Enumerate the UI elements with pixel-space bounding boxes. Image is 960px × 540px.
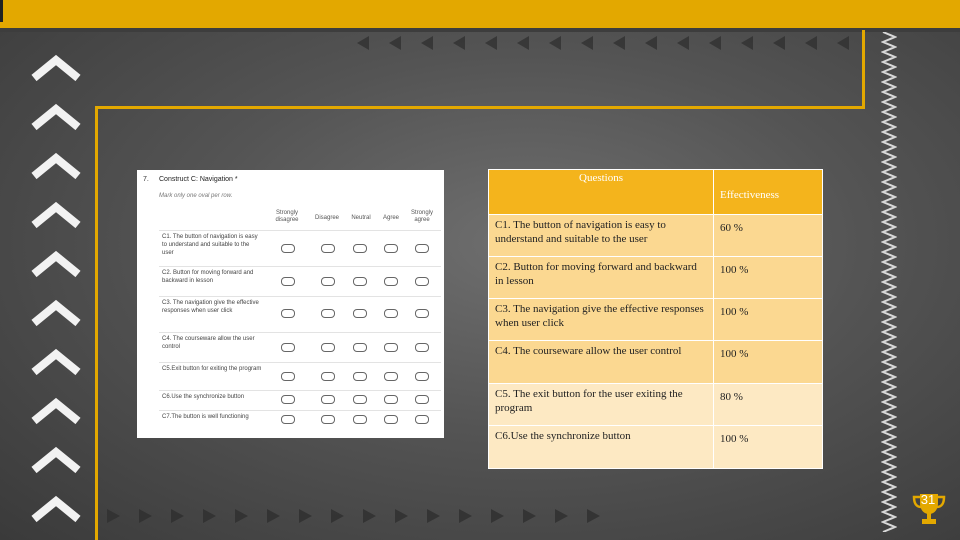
survey-form-image — [137, 170, 444, 438]
radio-option[interactable] — [321, 395, 335, 404]
table-row — [489, 426, 823, 469]
radio-option[interactable] — [281, 309, 295, 318]
question-cell: C4. The courseware allow the user control — [489, 341, 714, 384]
table-row — [489, 341, 823, 384]
column-header: Disagree — [314, 215, 339, 221]
survey-row-label: C2. Button for moving forward and backward in lesson — [162, 270, 254, 284]
table-row — [489, 257, 823, 299]
triangle-row-bottom — [105, 505, 605, 527]
radio-option[interactable] — [415, 277, 429, 286]
page-number: 31 — [920, 492, 936, 507]
radio-option[interactable] — [353, 343, 367, 352]
effectiveness-table — [488, 169, 823, 469]
top-left-tick — [0, 0, 3, 22]
column-header: Neutral — [351, 215, 371, 221]
survey-row-label: C5.Exit button for exiting the program — [162, 366, 262, 372]
effectiveness-cell: 60 % — [714, 215, 823, 257]
radio-option[interactable] — [321, 309, 335, 318]
chevron-up-icon — [28, 148, 84, 197]
table-row — [489, 215, 823, 257]
radio-option[interactable] — [415, 244, 429, 253]
frame-line-horizontal — [95, 106, 865, 109]
effectiveness-cell: 100 % — [714, 257, 823, 299]
triangle-row-top — [355, 33, 860, 53]
chevron-up-icon — [28, 246, 84, 295]
survey-row — [159, 410, 441, 433]
chevron-up-icon — [28, 295, 84, 344]
radio-option[interactable] — [353, 372, 367, 381]
radio-option[interactable] — [321, 244, 335, 253]
radio-option[interactable] — [321, 343, 335, 352]
radio-option[interactable] — [353, 415, 367, 424]
table-row — [489, 384, 823, 426]
question-hint: Mark only one oval per row. — [159, 193, 233, 199]
radio-option[interactable] — [415, 309, 429, 318]
survey-row-label: C6.Use the synchronize button — [162, 394, 245, 400]
survey-row — [159, 332, 441, 361]
radio-option[interactable] — [415, 415, 429, 424]
radio-option[interactable] — [415, 395, 429, 404]
questions-header: Questions — [489, 170, 714, 215]
survey-row — [159, 296, 441, 331]
radio-option[interactable] — [384, 415, 398, 424]
question-cell: C6.Use the synchronize button — [489, 426, 714, 469]
chevron-up-icon — [28, 50, 84, 99]
radio-option[interactable] — [384, 395, 398, 404]
frame-line-vertical-right — [862, 30, 865, 109]
survey-row — [159, 230, 441, 265]
left-chevron-column — [28, 50, 84, 540]
radio-option[interactable] — [415, 343, 429, 352]
radio-option[interactable] — [384, 372, 398, 381]
radio-option[interactable] — [415, 372, 429, 381]
radio-option[interactable] — [281, 343, 295, 352]
survey-row — [159, 390, 441, 409]
column-header: Strongly disagree — [275, 210, 299, 223]
radio-option[interactable] — [384, 343, 398, 352]
chevron-up-icon — [28, 491, 84, 540]
radio-option[interactable] — [281, 395, 295, 404]
radio-option[interactable] — [384, 309, 398, 318]
column-header: Strongly agree — [410, 210, 433, 223]
effectiveness-cell: 80 % — [714, 384, 823, 426]
survey-row — [159, 266, 441, 295]
top-bar-shadow — [0, 28, 960, 32]
table-row — [489, 299, 823, 341]
effectiveness-header: Effectiveness — [714, 170, 823, 215]
question-number: 7. — [143, 176, 149, 183]
question-title: Construct C: Navigation * — [159, 176, 238, 183]
effectiveness-cell: 100 % — [714, 341, 823, 384]
frame-line-vertical-left — [95, 106, 98, 540]
question-cell: C3. The navigation give the effective responses when user click — [489, 299, 714, 341]
column-header: Agree — [382, 215, 399, 221]
radio-option[interactable] — [321, 415, 335, 424]
survey-row-label: C4. The courseware allow the user control — [162, 336, 255, 350]
survey-row — [159, 362, 441, 389]
radio-option[interactable] — [281, 244, 295, 253]
radio-option[interactable] — [281, 277, 295, 286]
question-cell: C1. The button of navigation is easy to understand and suitable to the user — [489, 215, 714, 257]
radio-option[interactable] — [353, 395, 367, 404]
chevron-up-icon — [28, 344, 84, 393]
right-zigzag-decoration — [881, 32, 897, 532]
radio-option[interactable] — [281, 372, 295, 381]
survey-row-label: C7.The button is well functioning — [162, 414, 249, 420]
radio-option[interactable] — [353, 309, 367, 318]
question-cell: C5. The exit button for the user exiting the program — [489, 384, 714, 426]
chevron-up-icon — [28, 197, 84, 246]
effectiveness-cell: 100 % — [714, 299, 823, 341]
chevron-up-icon — [28, 442, 84, 491]
radio-option[interactable] — [321, 277, 335, 286]
table-header-row — [489, 170, 823, 215]
radio-option[interactable] — [321, 372, 335, 381]
effectiveness-cell: 100 % — [714, 426, 823, 469]
question-cell: C2. Button for moving forward and backward in lesson — [489, 257, 714, 299]
survey-row-label: C1. The button of navigation is easy to understand and suitable to the user — [162, 234, 258, 256]
radio-option[interactable] — [281, 415, 295, 424]
radio-option[interactable] — [384, 244, 398, 253]
chevron-up-icon — [28, 99, 84, 148]
survey-row-label: C3. The navigation give the effective responses when user click — [162, 300, 259, 314]
radio-option[interactable] — [353, 244, 367, 253]
top-accent-bar — [0, 0, 960, 28]
radio-option[interactable] — [384, 277, 398, 286]
chevron-up-icon — [28, 393, 84, 442]
radio-option[interactable] — [353, 277, 367, 286]
